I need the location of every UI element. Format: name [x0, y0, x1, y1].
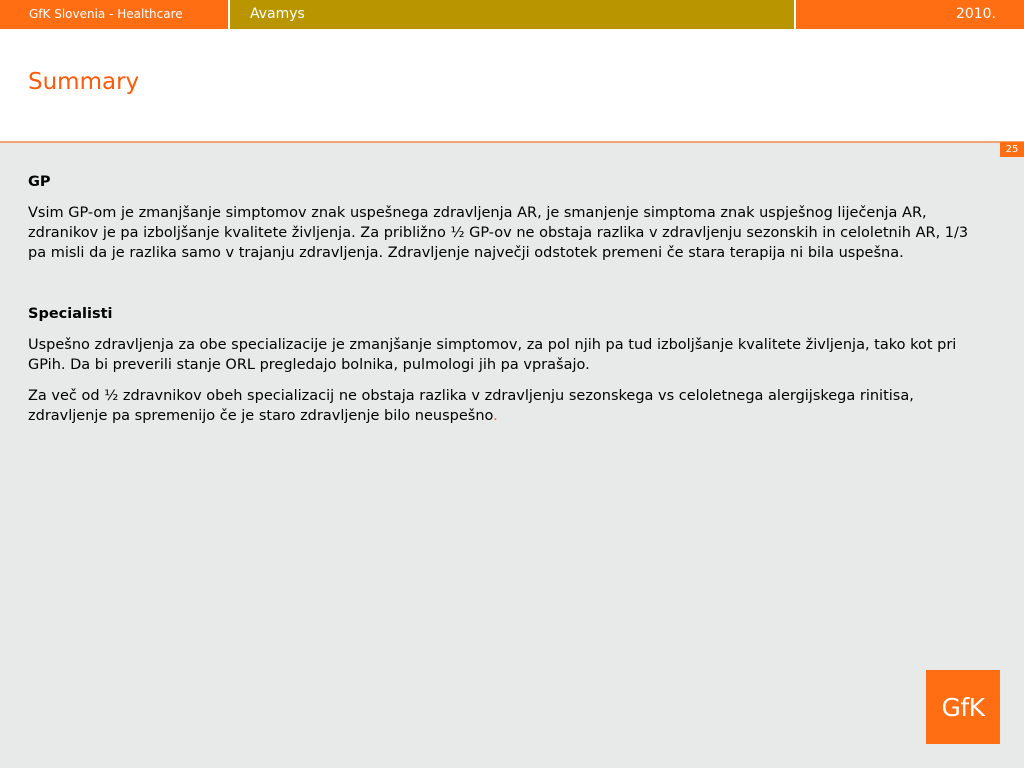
slide-title: Summary	[28, 69, 140, 95]
paragraph-end-dot: .	[493, 408, 498, 424]
title-divider	[0, 141, 1024, 143]
header-year-label: 2010.	[955, 6, 996, 22]
gp-paragraph: Vsim GP-om je zmanjšanje simptomov znak uspešnega zdravljenja AR, je smanjenje simptoma znak uspješnog liječenja AR, zdranikov je pa izboljšanje kvalitete življenja. Za približno ½ GP-ov ne obstaja razlika v zdravljenju sezonskih in celoletnih AR, 1/3 pa misli da je razlika samo v trajanju zdravljenja. Zdravljenje največji odstotek premeni če stara terapija ni bila uspešna.	[28, 205, 969, 261]
specialists-paragraph-2-text: Za več od ½ zdravnikov obeh specializacij ne obstaja razlika v zdravljenju sezonskega vs celoletnega alergijskega rinitisa, zdravljenje pa spremenijo če je staro zdravljenje bilo neuspešno	[28, 388, 914, 424]
specialists-paragraph-2	[28, 386, 978, 426]
gfk-logo-text: GfK	[941, 692, 985, 722]
specialists-heading: Specialisti	[28, 306, 113, 322]
header-bar	[0, 0, 1024, 29]
gp-heading: GP	[28, 174, 51, 190]
header-product-label: Avamys	[230, 0, 794, 29]
page-number-badge: 25	[1000, 142, 1024, 157]
gfk-logo	[926, 670, 1000, 744]
title-area	[0, 29, 1024, 141]
specialists-paragraph-1: Uspešno zdravljenja za obe specializacije je zmanjšanje simptomov, za pol njih pa tud izboljšanje kvalitete življenja, tako kot pri GPih. Da bi preverili stanje ORL pregledajo bolnika, pulmologi jih pa vprašajo.	[28, 337, 957, 373]
slide-content	[28, 172, 978, 437]
header-company-label: GfK Slovenia - Healthcare	[29, 7, 183, 21]
section-spacer	[28, 274, 978, 304]
